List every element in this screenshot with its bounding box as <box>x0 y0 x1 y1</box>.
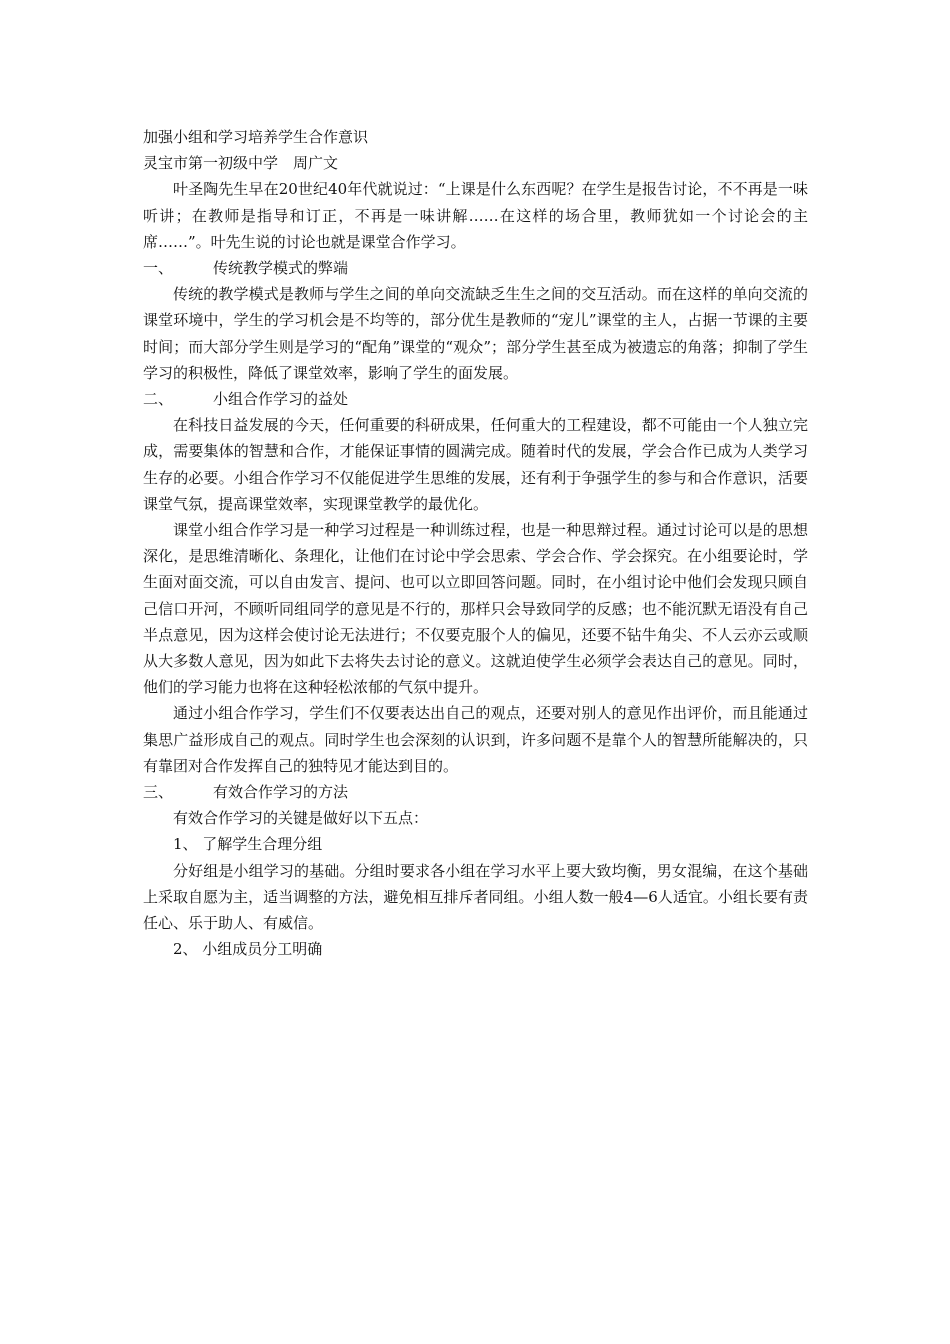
section-2-paragraph-1: 在科技日益发展的今天，任何重要的科研成果，任何重大的工程建设，都不可能由一个人独立完成，需要集体的智慧和合作，才能保证事情的圆满完成。随着时代的发展，学会合作已成为人类学习生存的必要。小组合作学习不仅能促进学生思维的发展，还有利于争强学生的参与和合作意识，活要课堂气氛，提高课堂效率，实现课堂教学的最优化。 <box>143 416 808 513</box>
section-3-heading <box>143 779 808 805</box>
section-1-heading <box>143 255 808 281</box>
section-1-title: 传统教学模式的弊端 <box>213 259 349 278</box>
section-3-title: 有效合作学习的方法 <box>213 783 349 802</box>
section-2-paragraph-2: 课堂小组合作学习是一种学习过程是一种训练过程，也是一种思辩过程。通过讨论可以是的思想深化，是思维清晰化、条理化，让他们在讨论中学会思索、学会合作、学会探究。在小组要论时，学生面对面交流，可以自由发言、提问、也可以立即回答问题。同时，在小组讨论中他们会发现只顾自己信口开河，不顾听同组同学的意见是不行的，那样只会导致同学的反感；也不能沉默无语没有自己半点意见，因为这样会使讨论无法进行；不仅要克服个人的偏见，还要不钻牛角尖、不人云亦云或顺从大多数人意见，因为如此下去将失去讨论的意义。这就迫使学生必须学会表达自己的意见。同时，他们的学习能力也将在这种轻松浓郁的气氛中提升。 <box>143 521 808 697</box>
section-3-item-2-title: 2、 小组成员分工明确 <box>173 940 323 959</box>
section-1-number: 一、 <box>143 259 174 278</box>
section-2-paragraph-3: 通过小组合作学习，学生们不仅要表达出自己的观点，还要对别人的意见作出评价，而且能通过集思广益形成自己的观点。同时学生也会深刻的认识到，许多问题不是靠个人的智慧所能解决的，只有靠团对合作发挥自己的独特见才能达到目的。 <box>143 704 808 775</box>
section-3-item-1-title: 1、 了解学生合理分组 <box>173 835 323 854</box>
section-2-number: 二、 <box>143 390 174 409</box>
author-line: 灵宝市第一初级中学 周广文 <box>143 154 339 173</box>
intro-paragraph: 叶圣陶先生早在20世纪40年代就说过：“上课是什么东西呢？在学生是报告讨论，不不再是一味听讲；在教师是指导和订正，不再是一味讲解……在这样的场合里，教师犹如一个讨论会的主席……”。叶先生说的讨论也就是课堂合作学习。 <box>143 180 808 251</box>
section-2-heading <box>143 386 808 412</box>
section-3-item-1-body: 分好组是小组学习的基础。分组时要求各小组在学习水平上要大致均衡，男女混编，在这个基础上采取自愿为主，适当调整的方法，避免相互排斥者同组。小组人数一般4—6人适宜。小组长要有责任心、乐于助人、有威信。 <box>143 861 808 933</box>
document-title: 加强小组和学习培养学生合作意识 <box>143 128 369 146</box>
section-2-title: 小组合作学习的益处 <box>213 390 349 409</box>
section-1-paragraph-1: 传统的教学模式是教师与学生之间的单向交流缺乏生生之间的交互活动。而在这样的单向交流的课堂环境中，学生的学习机会是不均等的，部分优生是教师的“宠儿”课堂的主人，占据一节课的主要时间；而大部分学生则是学习的“配角”课堂的“观众”；部分学生甚至成为被遗忘的角落；抑制了学生学习的积极性，降低了课堂效率，影响了学生的面发展。 <box>143 285 808 382</box>
section-3-paragraph-1: 有效合作学习的关键是做好以下五点： <box>173 809 429 828</box>
document-page <box>143 124 808 963</box>
section-3-number: 三、 <box>143 783 174 802</box>
